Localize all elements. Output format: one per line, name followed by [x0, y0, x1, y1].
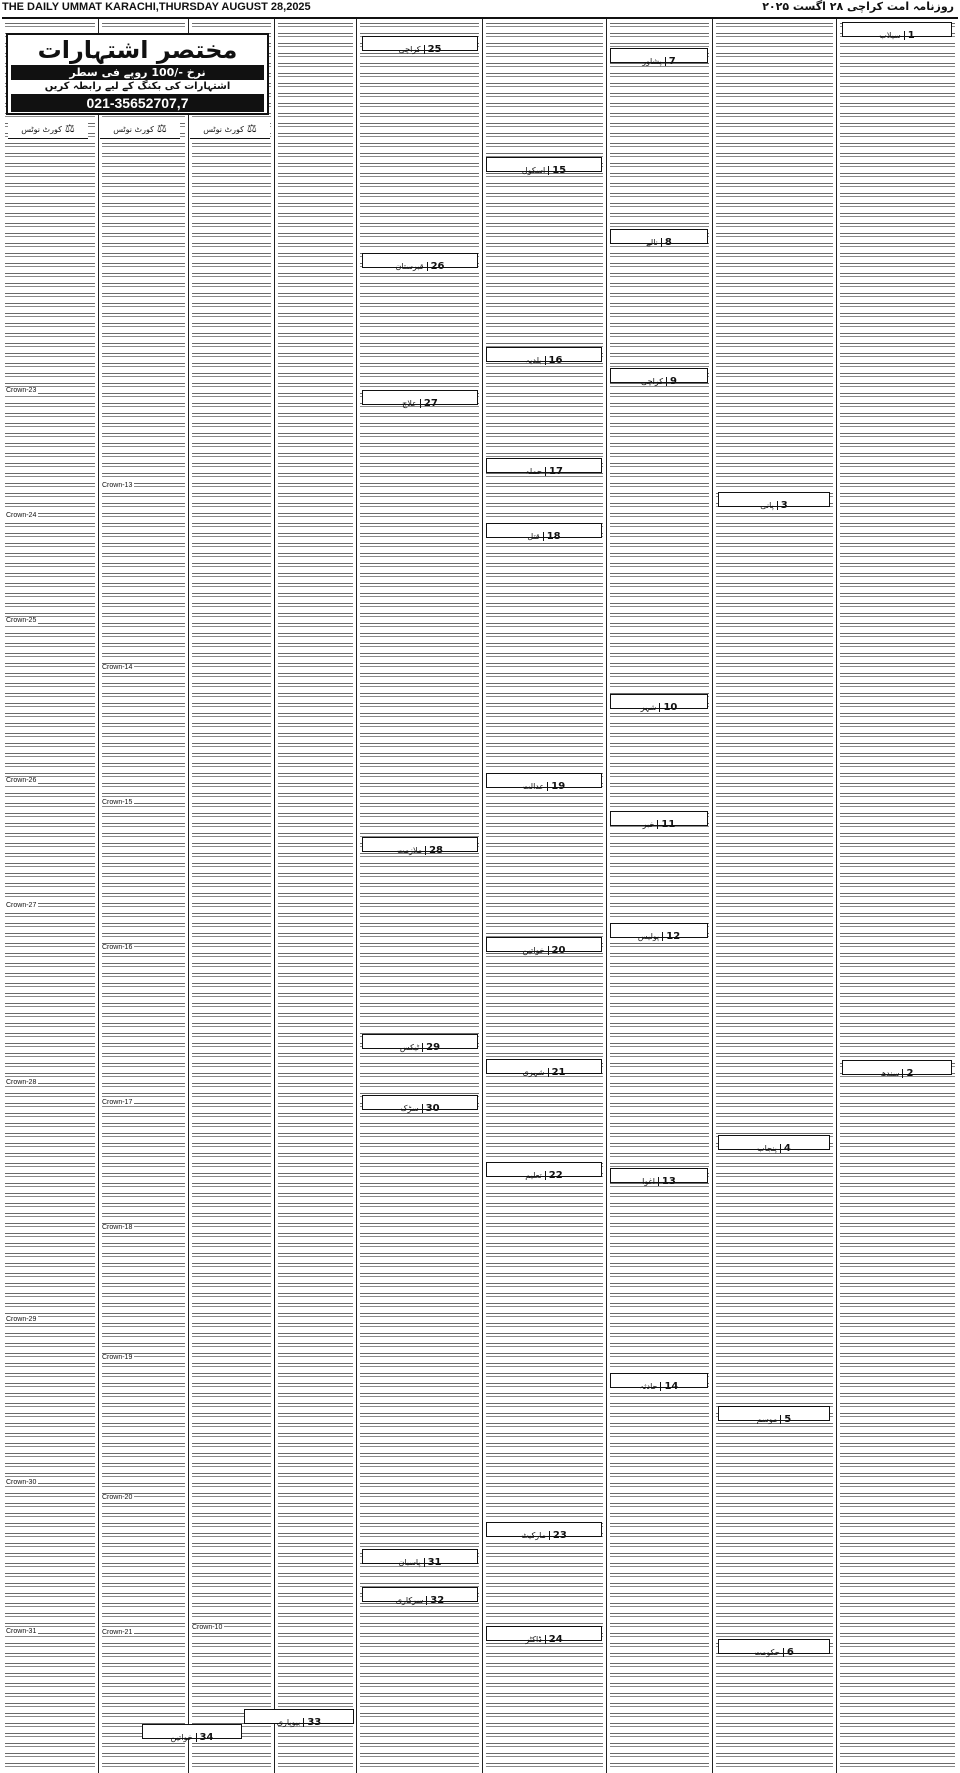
story-box-8: 8نالے	[610, 229, 708, 244]
crown-label: Crown-20	[102, 1494, 133, 1501]
masthead-urdu: روزنامہ امت کراچی ۲۸ اگست ۲۰۲۵	[762, 0, 954, 13]
story-box-7: 7پشاور	[610, 48, 708, 63]
crown-label: Crown-16	[102, 944, 133, 951]
story-box-14: 14حادثہ	[610, 1373, 708, 1388]
story-box-5: 5موسم	[718, 1406, 830, 1421]
news-column-4	[274, 19, 356, 1773]
court-notice-header: ⚖کورٹ نوٹس	[8, 119, 88, 139]
story-box-22: 22تعلیم	[486, 1162, 602, 1177]
story-box-29: 29ٹیکس	[362, 1034, 478, 1049]
story-box-24: 24ڈاکٹر	[486, 1626, 602, 1641]
classified-advert-banner	[6, 33, 269, 115]
gavel-icon: ⚖	[156, 122, 167, 135]
crown-label: Crown-13	[102, 482, 133, 489]
advert-title: مختصر اشتہارات	[37, 36, 238, 64]
classified-column-1	[2, 19, 98, 1773]
story-box-3: 3پانی	[718, 492, 830, 507]
advert-phone: 021-35652707,7	[11, 94, 264, 112]
crown-label: Crown-23	[6, 387, 37, 394]
story-box-20: 20خواتین	[486, 937, 602, 952]
story-box-12: 12پولیس	[610, 923, 708, 938]
story-box-28: 28ملازمت	[362, 837, 478, 852]
gavel-icon: ⚖	[64, 122, 75, 135]
crown-label: Crown-21	[102, 1629, 133, 1636]
story-box-34: 34خواتین	[142, 1724, 242, 1739]
story-box-1: 1سیلاب	[842, 22, 952, 37]
crown-label: Crown-10	[192, 1624, 223, 1631]
story-box-17: 17حملہ	[486, 458, 602, 473]
news-column-9	[836, 19, 958, 1773]
gavel-icon: ⚖	[246, 122, 257, 135]
crown-label: Crown-29	[6, 1316, 37, 1323]
crown-label: Crown-18	[102, 1224, 133, 1231]
court-notice-header: ⚖کورٹ نوٹس	[100, 119, 180, 139]
news-column-7	[606, 19, 712, 1773]
crown-label: Crown-24	[6, 512, 37, 519]
story-box-30: 30سڑک	[362, 1095, 478, 1110]
story-box-31: 31پاسبان	[362, 1549, 478, 1564]
story-box-2: 2سندھ	[842, 1060, 952, 1075]
crown-label: Crown-14	[102, 664, 133, 671]
story-box-9: 9کراچی	[610, 368, 708, 383]
story-box-4: 4پنجاب	[718, 1135, 830, 1150]
story-box-16: 16بلدیہ	[486, 347, 602, 362]
story-box-32: 32سرکاری	[362, 1587, 478, 1602]
crown-label: Crown-28	[6, 1079, 37, 1086]
story-box-10: 10شہر	[610, 694, 708, 709]
story-box-15: 15اسکول	[486, 157, 602, 172]
classified-column-2	[98, 19, 188, 1773]
news-column-5	[356, 19, 482, 1773]
story-box-21: 21شہری	[486, 1059, 602, 1074]
crown-label: Crown-26	[6, 777, 37, 784]
classified-column-3	[188, 19, 274, 1773]
crown-label: Crown-30	[6, 1479, 37, 1486]
news-column-6	[482, 19, 606, 1773]
story-box-27: 27علاج	[362, 390, 478, 405]
newspaper-page	[2, 17, 958, 1773]
crown-label: Crown-31	[6, 1628, 37, 1635]
story-box-18: 18قتل	[486, 523, 602, 538]
story-box-33: 33بیوپاری	[244, 1709, 354, 1724]
masthead-english: THE DAILY UMMAT KARACHI,THURSDAY AUGUST 28,2025	[2, 1, 311, 13]
story-box-19: 19عدالت	[486, 773, 602, 788]
story-box-13: 13اغوا	[610, 1168, 708, 1183]
story-box-6: 6حکومت	[718, 1639, 830, 1654]
story-box-11: 11خبر	[610, 811, 708, 826]
advert-rate: نرخ -/100 روپے فی سطر	[11, 65, 264, 80]
court-notice-header: ⚖کورٹ نوٹس	[190, 119, 270, 139]
crown-label: Crown-19	[102, 1354, 133, 1361]
crown-label: Crown-25	[6, 617, 37, 624]
masthead	[0, 0, 960, 16]
advert-note: اشتہارات کی بکنگ کے لیے رابطہ کریں	[44, 81, 231, 92]
story-box-26: 26قبرستان	[362, 253, 478, 268]
crown-label: Crown-15	[102, 799, 133, 806]
story-box-25: 25کراچی	[362, 36, 478, 51]
crown-label: Crown-27	[6, 902, 37, 909]
story-box-23: 23مارکیٹ	[486, 1522, 602, 1537]
crown-label: Crown-17	[102, 1099, 133, 1106]
news-column-8	[712, 19, 836, 1773]
